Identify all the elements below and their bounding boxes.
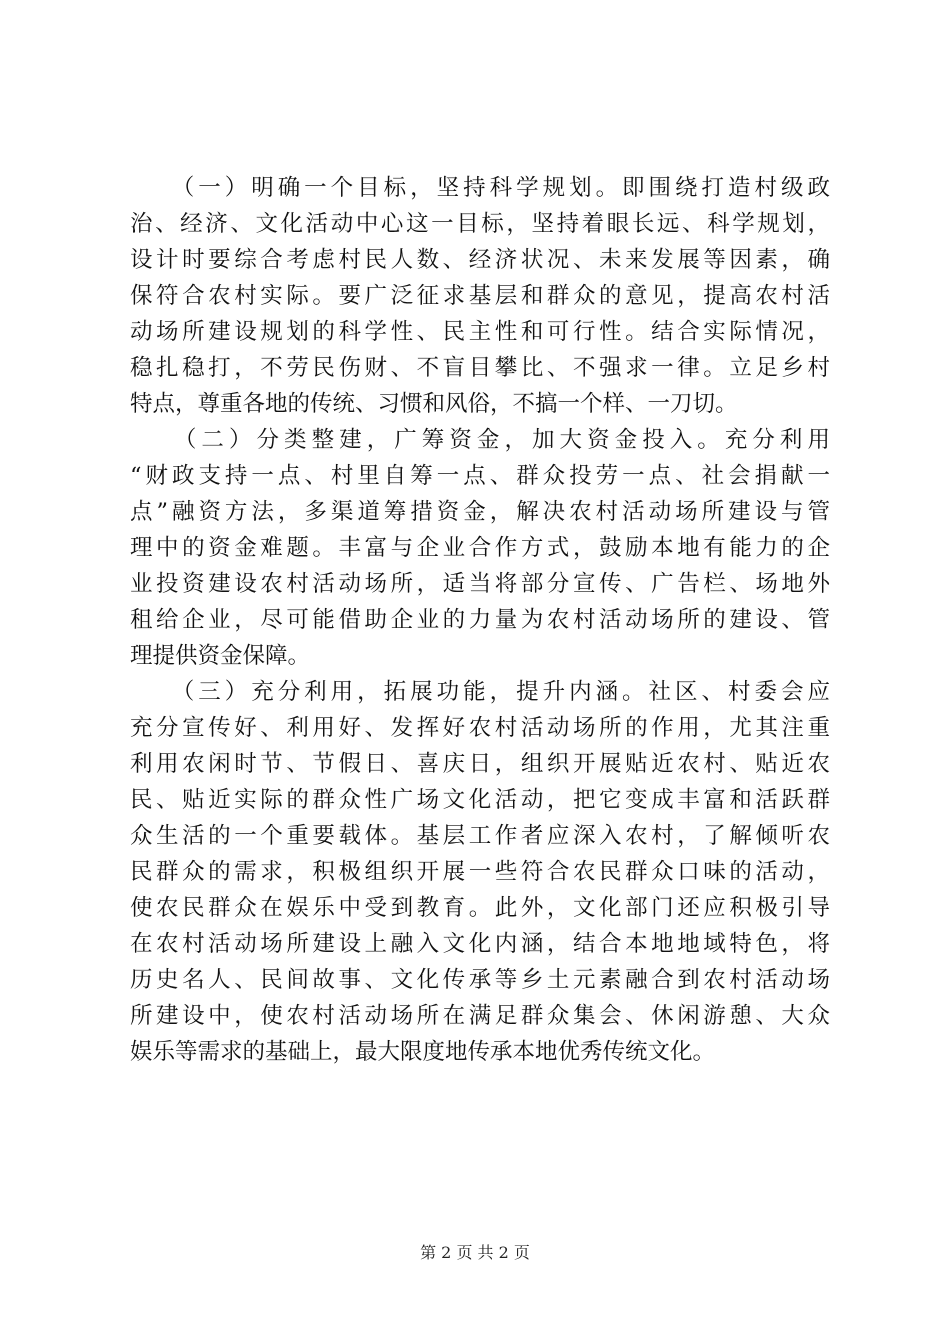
- paragraph-1: [130, 170, 830, 422]
- text-line: 民群众的需求，积极组织开展一些符合农民群众口味的活动，: [130, 859, 830, 885]
- text-line: （二）分类整建，广筹资金，加大资金投入。充分利用: [130, 427, 830, 453]
- text-line: 保符合农村实际。要广泛征求基层和群众的意见，提高农村活: [130, 283, 830, 309]
- text-line: “财政支持一点、村里自筹一点、群众投劳一点、社会捐献一: [130, 463, 830, 489]
- text-line: 点”融资方法，多渠道筹措资金，解决农村活动场所建设与管: [130, 499, 830, 525]
- text-line: 在农村活动场所建设上融入文化内涵，结合本地地域特色，将: [130, 931, 830, 957]
- text-line: 充分宣传好、利用好、发挥好农村活动场所的作用，尤其注重: [130, 715, 830, 741]
- text-line: 娱乐等需求的基础上，最大限度地传承本地优秀传统文化。: [130, 1039, 716, 1065]
- text-line: 众生活的一个重要载体。基层工作者应深入农村，了解倾听农: [130, 823, 830, 849]
- text-line: 动场所建设规划的科学性、民主性和可行性。结合实际情况，: [130, 319, 830, 345]
- text-line: 历史名人、民间故事、文化传承等乡土元素融合到农村活动场: [130, 967, 830, 993]
- text-line: 治、经济、文化活动中心这一目标，坚持着眼长远、科学规划，: [130, 211, 830, 237]
- text-line: 理提供资金保障。: [130, 643, 311, 669]
- paragraph-2: [130, 422, 830, 674]
- text-line: 利用农闲时节、节假日、喜庆日，组织开展贴近农村、贴近农: [130, 751, 830, 777]
- text-line: （一）明确一个目标，坚持科学规划。即围绕打造村级政: [130, 175, 830, 201]
- text-line: 业投资建设农村活动场所，适当将部分宣传、广告栏、场地外: [130, 571, 830, 597]
- text-line: 特点，尊重各地的传统、习惯和风俗，不搞一个样、一刀切。: [130, 391, 738, 417]
- text-line: 稳扎稳打，不劳民伤财、不盲目攀比、不强求一律。立足乡村: [130, 355, 830, 381]
- paragraph-3: [130, 674, 830, 1070]
- text-line: 设计时要综合考虑村民人数、经济状况、未来发展等因素，确: [130, 247, 830, 273]
- page-number-footer: 第 2 页 共 2 页: [420, 1243, 530, 1262]
- text-line: （三）充分利用，拓展功能，提升内涵。社区、村委会应: [130, 679, 830, 705]
- text-line: 租给企业，尽可能借助企业的力量为农村活动场所的建设、管: [130, 607, 830, 633]
- text-line: 理中的资金难题。丰富与企业合作方式，鼓励本地有能力的企: [130, 535, 830, 561]
- text-line: 所建设中，使农村活动场所在满足群众集会、休闲游憩、大众: [130, 1003, 830, 1029]
- text-line: 民、贴近实际的群众性广场文化活动，把它变成丰富和活跃群: [130, 787, 830, 813]
- text-line: 使农民群众在娱乐中受到教育。此外，文化部门还应积极引导: [130, 895, 830, 921]
- document-body: [130, 170, 830, 1070]
